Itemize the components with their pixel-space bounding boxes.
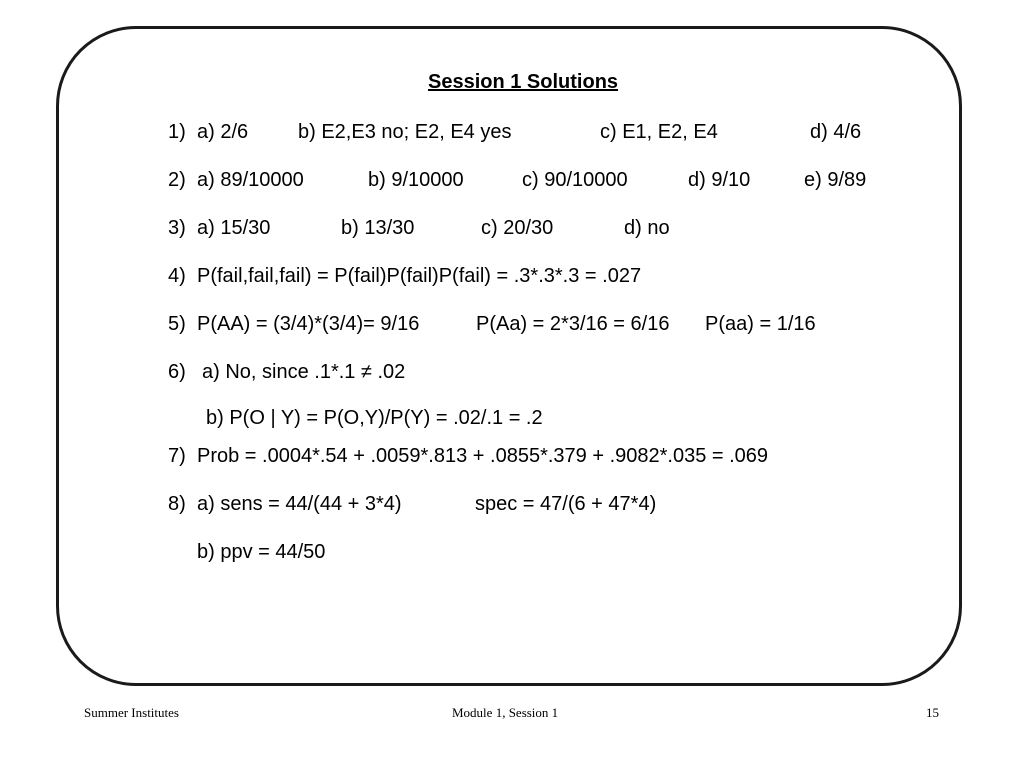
problem-number: 8) — [168, 493, 186, 515]
problem-number: 1) — [168, 121, 186, 143]
problem-number: 5) — [168, 313, 186, 335]
problem-number: 7) — [168, 445, 186, 467]
answer-c: c) 90/10000 — [522, 169, 628, 191]
problem-number: 3) — [168, 217, 186, 239]
slide-title: Session 1 Solutions — [428, 71, 619, 93]
answer-b: b) 13/30 — [341, 217, 415, 239]
answer-a: a) 89/10000 — [197, 169, 304, 191]
answer-spec: spec = 47/(6 + 47*4) — [475, 493, 657, 515]
footer-center: Module 1, Session 1 — [452, 705, 559, 720]
answer-ppv: b) ppv = 44/50 — [197, 541, 326, 563]
footer-left: Summer Institutes — [84, 705, 179, 720]
answer-b: b) 9/10000 — [368, 169, 464, 191]
answer-sens: a) sens = 44/(44 + 3*4) — [197, 493, 402, 515]
answer: P(fail,fail,fail) = P(fail)P(fail)P(fail) = .3*.3*.3 = .027 — [197, 265, 642, 287]
problem-number: 2) — [168, 169, 186, 191]
answer-b: b) E2,E3 no; E2, E4 yes — [298, 121, 512, 143]
answer-aa-recessive: P(aa) = 1/16 — [705, 313, 816, 335]
answer-d: d) no — [624, 217, 670, 239]
answer-b: b) P(O | Y) = P(O,Y)/P(Y) = .02/.1 = .2 — [206, 407, 543, 429]
answer-a: a) No, since .1*.1 ≠ .02 — [202, 361, 406, 383]
answer-a: a) 2/6 — [197, 121, 249, 143]
answer: Prob = .0004*.54 + .0059*.813 + .0855*.379 + .9082*.035 = .069 — [197, 445, 769, 467]
answer-aa: P(AA) = (3/4)*(3/4)= 9/16 — [197, 313, 420, 335]
answer-c: c) 20/30 — [481, 217, 554, 239]
problem-number: 4) — [168, 265, 186, 287]
problem-number: 6) — [168, 361, 186, 383]
answer-d: d) 9/10 — [688, 169, 751, 191]
slide-number: 15 — [926, 705, 939, 720]
answer-aa-hetero: P(Aa) = 2*3/16 = 6/16 — [476, 313, 670, 335]
answer-e: e) 9/89 — [804, 169, 867, 191]
answer-a: a) 15/30 — [197, 217, 271, 239]
answer-c: c) E1, E2, E4 — [600, 121, 718, 143]
answer-d: d) 4/6 — [810, 121, 862, 143]
